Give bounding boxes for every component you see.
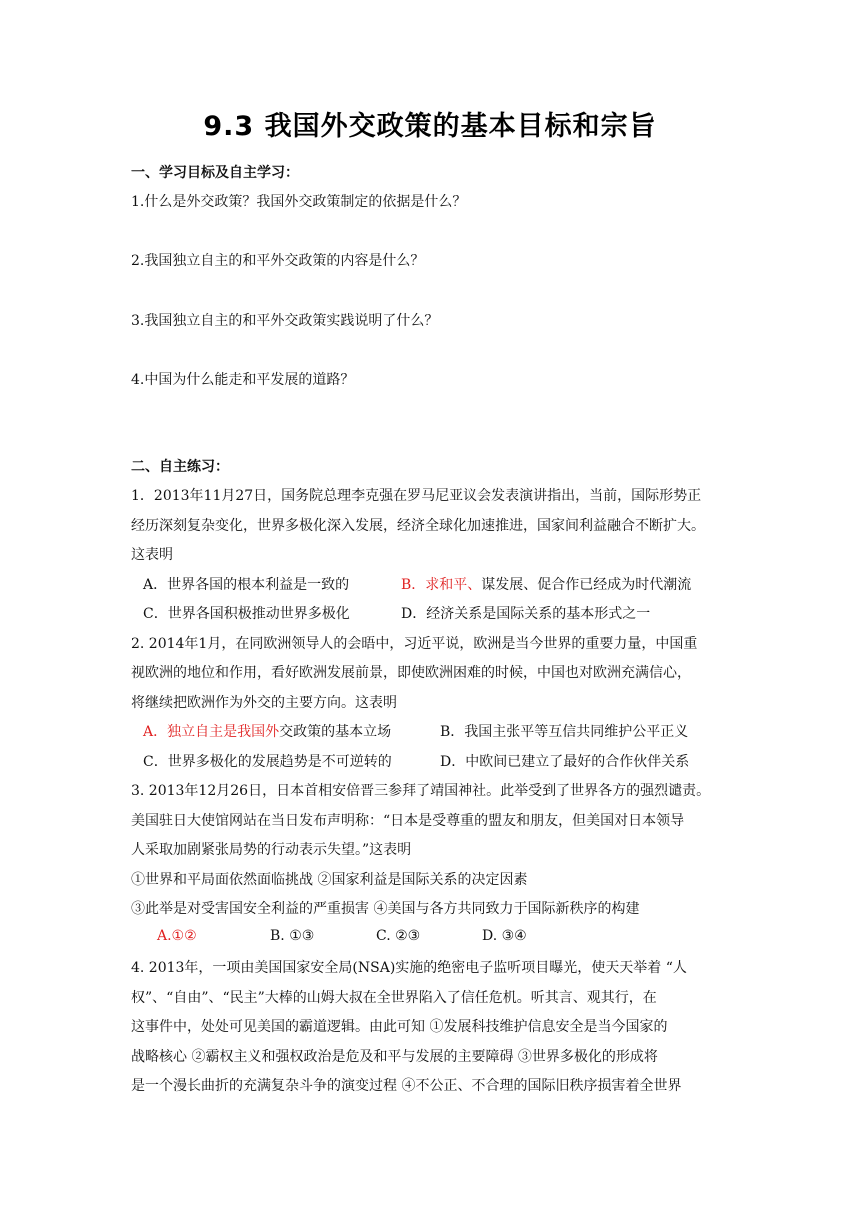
q1-stem-line-2: 经历深刻复杂变化，世界多极化深入发展，经济全球化加速推进，国家间利益融合不断扩大。 [131, 518, 705, 534]
q1-option-d: D．经济关系是国际关系的基本形式之一 [401, 606, 651, 622]
q1-option-a: A．世界各国的根本利益是一致的 [143, 577, 350, 593]
q4-stem-line-5: 是一个漫长曲折的充满复杂斗争的演变过程 ④不公正、不合理的国际旧秩序损害着全世界 [131, 1078, 682, 1094]
study-question-3: 3.我国独立自主的和平外交政策实践说明了什么？ [131, 313, 439, 329]
page-title: 9.3 我国外交政策的基本目标和宗旨 [203, 111, 657, 142]
q4-stem-line-2: 权”、“自由”、“民主”大棒的山姆大叔在全世界陷入了信任危机。听其言、观其行，在 [131, 990, 657, 1006]
q3-stem-line-3: 人采取加剧紧张局势的行动表示失望。”这表明 [131, 842, 412, 858]
q3-statement-line-2: ③此举是对受害国安全利益的严重损害 ④美国与各方共同致力于国际新秩序的构建 [131, 901, 640, 917]
q1-option-c: C．世界各国积极推动世界多极化 [143, 606, 350, 622]
q4-stem-line-3: 这事件中，处处可见美国的霸道逻辑。由此可知 ①发展科技维护信息安全是当今国家的 [131, 1019, 668, 1035]
q2-option-c: C．世界多极化的发展趋势是不可逆转的 [143, 754, 392, 770]
q1-stem-line-3: 这表明 [131, 547, 173, 563]
q2-stem-line-2: 视欧洲的地位和作用，看好欧洲发展前景，即使欧洲困难的时候，中国也对欧洲充满信心， [131, 665, 691, 681]
q2-option-b: B．我国主张平等互信共同维护公平正义 [440, 724, 689, 740]
q2-stem-line-3: 将继续把欧洲作为外交的主要方向。这表明 [131, 695, 397, 711]
q3-statement-line-1: ①世界和平局面依然面临挑战 ②国家利益是国际关系的决定因素 [131, 872, 528, 888]
study-question-4: 4.中国为什么能走和平发展的道路？ [131, 372, 355, 388]
q2-option-a [143, 721, 391, 741]
q3-stem-line-2: 美国驻日大使馆网站在当日发布声明称：“日本是受尊重的盟友和朋友，但美国对日本领导 [131, 813, 685, 829]
section1-heading: 一、学习目标及自主学习： [131, 165, 299, 181]
q4-stem-line-1: 4. 2013年，一项由美国国家安全局(NSA)实施的绝密电子监听项目曝光，使天天举着 “人 [131, 960, 687, 976]
q3-option-b: B. ①③ [270, 928, 315, 944]
q1-option-b [401, 574, 691, 594]
q2-option-d: D．中欧间已建立了最好的合作伙伴关系 [440, 754, 690, 770]
study-question-2: 2.我国独立自主的和平外交政策的内容是什么？ [131, 253, 425, 269]
q3-option-d: D. ③④ [482, 928, 527, 944]
study-question-1: 1.什么是外交政策？我国外交政策制定的依据是什么？ [131, 194, 467, 210]
q4-stem-line-4: 战略核心 ②霸权主义和强权政治是危及和平与发展的主要障碍 ③世界多极化的形成将 [131, 1049, 658, 1065]
q1-stem-line-1: 1．2013年11月27日，国务院总理李克强在罗马尼亚议会发表演讲指出，当前，国际形势正 [131, 488, 702, 504]
q3-option-c: C. ②③ [376, 928, 421, 944]
q2-option-a-rest: 交政策的基本立场 [279, 724, 392, 740]
q3-stem-line-1: 3. 2013年12月26日，日本首相安倍晋三参拜了靖国神社。此举受到了世界各方的强烈谴责。 [131, 783, 711, 799]
q1-option-b-highlight: B．求和平、 [401, 577, 482, 593]
q2-stem-line-1: 2. 2014年1月，在同欧洲领导人的会晤中，习近平说，欧洲是当今世界的重要力量，中国重 [131, 636, 698, 652]
q3-option-a: A.①② [157, 928, 197, 944]
section2-heading: 二、自主练习： [131, 459, 229, 475]
q2-option-a-highlight: A．独立自主是我国外 [143, 724, 280, 740]
q1-option-b-rest: 谋发展、促合作已经成为时代潮流 [481, 577, 692, 593]
